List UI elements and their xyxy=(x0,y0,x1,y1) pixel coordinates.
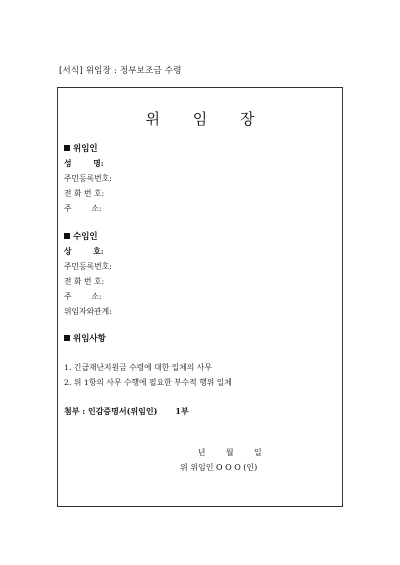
date-line: 년 월 일 xyxy=(180,448,262,457)
field-label: 전 화 번 호: xyxy=(64,189,105,198)
attachment-label: 첨부 : 인감증명서(위임인) xyxy=(64,406,158,416)
form-caption: [서식] 위임장 : 정부보조금 수령 xyxy=(59,66,182,76)
field-label: 주민등록번호: xyxy=(64,262,112,271)
delegator-heading-text: 위임인 xyxy=(73,144,98,154)
matters-heading xyxy=(64,332,106,344)
document-frame xyxy=(57,87,343,507)
attachment-line xyxy=(64,406,189,417)
delegator-name-row xyxy=(64,158,116,169)
delegator-heading xyxy=(64,142,98,154)
field-label: 주 소: xyxy=(64,292,102,301)
delegatee-heading-text: 수임인 xyxy=(73,232,98,242)
document-title: 위 임 장 xyxy=(145,110,269,128)
field-label: 상 호: xyxy=(64,247,104,256)
delegatee-phone-row xyxy=(64,276,116,287)
delegatee-address-row xyxy=(64,291,116,302)
delegatee-relation-row xyxy=(64,306,116,317)
square-bullet-icon xyxy=(64,335,70,341)
delegatee-heading xyxy=(64,230,98,242)
field-label: 주민등록번호: xyxy=(64,174,112,183)
matter-item-1: 1. 긴급재난지원금 수령에 대한 일체의 사무 xyxy=(64,363,212,372)
matter-item-2: 2. 위 1항의 사무 수행에 필요한 부수적 행위 일체 xyxy=(64,378,232,387)
field-label: 위임자와관계: xyxy=(64,307,112,316)
signature-line: 위 위임인 O O O (인) xyxy=(180,463,258,472)
delegatee-id-row xyxy=(64,261,116,272)
matters-heading-text: 위임사항 xyxy=(73,334,106,344)
attachment-count: 1부 xyxy=(175,406,189,416)
field-label: 전 화 번 호: xyxy=(64,277,105,286)
delegator-address-row xyxy=(64,203,116,214)
field-label: 성 명: xyxy=(64,159,104,168)
delegator-phone-row xyxy=(64,188,116,199)
delegator-id-row xyxy=(64,173,116,184)
delegatee-company-row xyxy=(64,246,116,257)
square-bullet-icon xyxy=(64,145,70,151)
square-bullet-icon xyxy=(64,233,70,239)
field-label: 주 소: xyxy=(64,204,102,213)
